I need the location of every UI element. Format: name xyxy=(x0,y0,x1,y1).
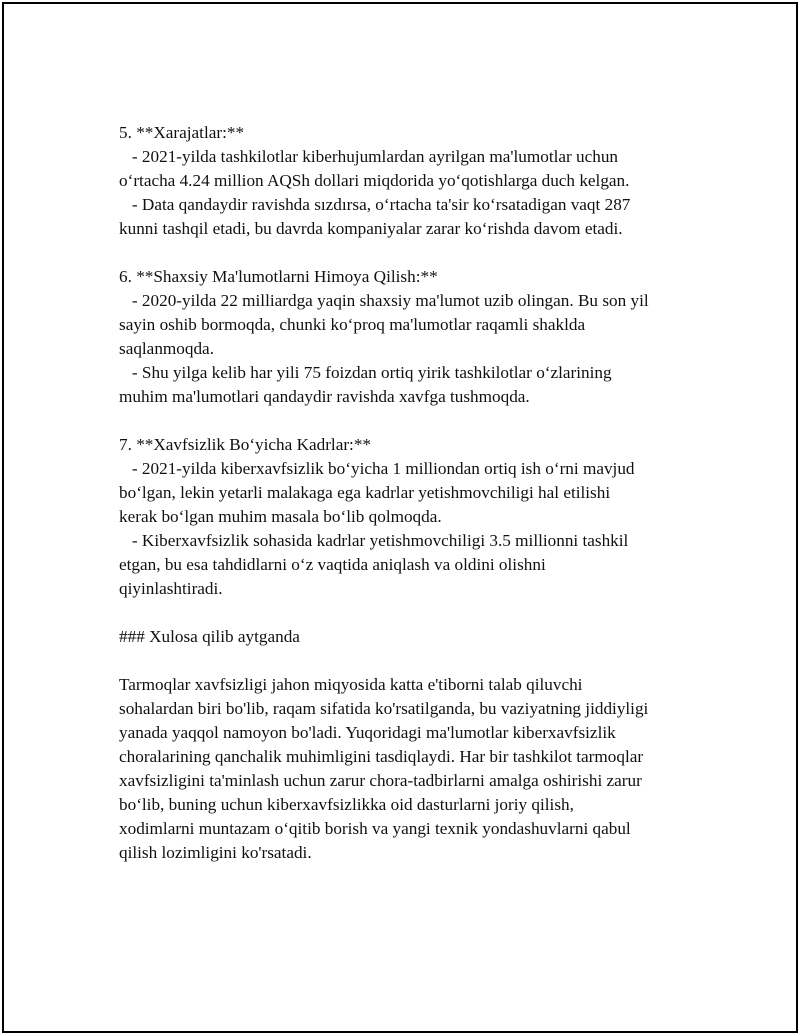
text-line: choralarining qanchalik muhimligini tasdiqlaydi. Har bir tashkilot tarmoqlar xyxy=(119,747,644,766)
text-line: kerak bo‘lgan muhim masala bo‘lib qolmoqda. xyxy=(119,507,442,526)
section-heading: 7. **Xavfsizlik Bo‘yicha Kadrlar:** xyxy=(119,435,372,454)
text-line: muhim ma'lumotlari qandaydir ravishda xavfga tushmoqda. xyxy=(119,387,530,406)
text-line: qilish lozimligini ko'rsatadi. xyxy=(119,843,312,862)
document-body xyxy=(119,121,699,889)
text-line: sayin oshib bormoqda, chunki ko‘proq ma'lumotlar raqamli shaklda xyxy=(119,315,586,334)
text-line: Tarmoqlar xavfsizligi jahon miqyosida katta e'tiborni talab qiluvchi xyxy=(119,675,583,694)
text-line: - Shu yilga kelib har yili 75 foizdan ortiq yirik tashkilotlar o‘zlarining xyxy=(119,363,612,382)
text-line: - 2021-yilda kiberxavfsizlik bo‘yicha 1 milliondan ortiq ish o‘rni mavjud xyxy=(119,459,635,478)
section-security-staff xyxy=(119,433,699,601)
section-personal-data xyxy=(119,265,699,409)
text-line: sohalardan biri bo'lib, raqam sifatida ko'rsatilganda, bu vaziyatning jiddiyligi xyxy=(119,699,649,718)
section-heading: 6. **Shaxsiy Ma'lumotlarni Himoya Qilish:** xyxy=(119,267,438,286)
text-line: etgan, bu esa tahdidlarni o‘z vaqtida aniqlash va oldini olishni xyxy=(119,555,546,574)
text-line: - Data qandaydir ravishda sızdırsa, o‘rtacha ta'sir ko‘rsatadigan vaqt 287 xyxy=(119,195,631,214)
section-expenses xyxy=(119,121,699,241)
text-line: qiyinlashtiradi. xyxy=(119,579,223,598)
text-line: xodimlarni muntazam o‘qitib borish va yangi texnik yondashuvlarni qabul xyxy=(119,819,631,838)
document-page xyxy=(2,2,798,1033)
text-line: saqlanmoqda. xyxy=(119,339,214,358)
text-line: kunni tashqil etadi, bu davrda kompaniyalar zarar ko‘rishda davom etadi. xyxy=(119,219,623,238)
conclusion-paragraph xyxy=(119,673,699,865)
section-heading: 5. **Xarajatlar:** xyxy=(119,123,245,142)
text-line: bo‘lib, buning uchun kiberxavfsizlikka oid dasturlarni joriy qilish, xyxy=(119,795,574,814)
text-line: - 2021-yilda tashkilotlar kiberhujumlardan ayrilgan ma'lumotlar uchun xyxy=(119,147,619,166)
text-line: o‘rtacha 4.24 million AQSh dollari miqdorida yo‘qotishlarga duch kelgan. xyxy=(119,171,630,190)
text-line: - 2020-yilda 22 milliardga yaqin shaxsiy ma'lumot uzib olingan. Bu son yil xyxy=(119,291,649,310)
text-line: bo‘lgan, lekin yetarli malakaga ega kadrlar yetishmovchiligi hal etilishi xyxy=(119,483,611,502)
text-line: xavfsizligini ta'minlash uchun zarur chora-tadbirlarni amalga oshirishi zarur xyxy=(119,771,642,790)
conclusion-heading: ### Xulosa qilib aytganda xyxy=(119,627,300,646)
text-line: - Kiberxavfsizlik sohasida kadrlar yetishmovchiligi 3.5 millionni tashkil xyxy=(119,531,629,550)
conclusion-heading-block xyxy=(119,625,699,649)
text-line: yanada yaqqol namoyon bo'ladi. Yuqoridagi ma'lumotlar kiberxavfsizlik xyxy=(119,723,616,742)
